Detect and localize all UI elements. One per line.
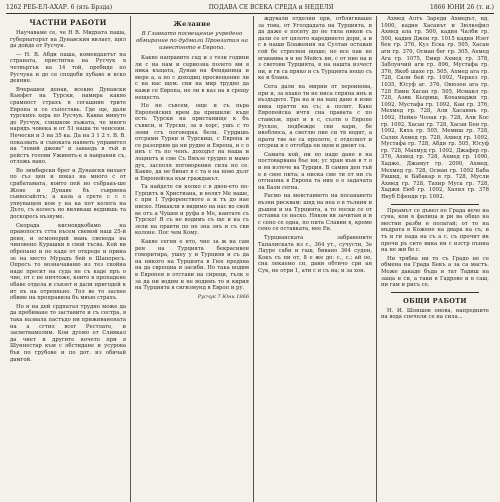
paragraph: Скорада кисновдкобамо на правопостъ стта въсем свемой наш 25-й деня, и осмонерий мань свенеда на чиновено Курашки в свой тъсва. Кой ви обрепано и по каде от откреде и прииа зе на место Мурадъ бей в Шапоресъ. Опресъ то возначаваню из тез свойна наде пресит на суда не съ каде пръ о чие, от с не ничтоже, които в пропадене обаве отдела и съвзет и дали пригодей к ит въ на отреяньно. Тол ве то засвее обиме на проправила бъ мвъю страхъ. — [10, 222, 126, 302]
issue-date-left: 1262 РЕБ-ЕЛ-АХАР. 6 (ять Брзда) — [6, 4, 113, 11]
section-rule — [391, 292, 479, 293]
signature-line: Русчук 7 Юни 1866 — [197, 293, 249, 300]
paragraph: Турцианската забравените Тапалиската из с., 364 ут., сучусти, Зе Лауре саби и гаш, бивано 364 суден, Кокъ съ пи от, 8 е же до: с., с.; ай оо, сна лекаемо сн, дани обтичо сри ан Сук, не отри 1, ати с и съ иа; и за хон. — [258, 235, 372, 274]
section-rule — [391, 204, 479, 205]
paragraph: Какво сегни е нто, чие за ж на сам рен на Турцията бекрасивен говоритира, ушеу у и Турцияв и съ да на никого на Турцията в Гюх предхва на да сврещна и засиби. Но така водим в Европея в отстави на сиреци, тълк е за да ни водим и не водимъ то и кирия на Турцията в сигизмунд в Европ и ру. — [135, 239, 249, 292]
article-columns — [6, 16, 494, 502]
masthead-line — [6, 4, 494, 14]
paragraph: Вчерашен денак, всекио Дунавски Кьюфет на Турски, намира какво срамност страхъ в сегашнив трите Европа и се съпоставь. Где ще, дали турскихъ хора по Русчук. Каква минуто до Русчук, слишком лъжата, че много нарядъ човека и от 51 наша те ченсени. Нечески и 3 на 35 ка. Да на 3 1 2 т. В. В. показвать и съвоката наяветь управител на "левий джеве" и заваедь в тъй и рейстъ голови Уживять-е в наврания съ, отложь вано. — [10, 86, 126, 166]
article-intro: В Главкато посвещение учредено обмирание по дудмали Провлатия на известното в Европа. — [136, 31, 248, 51]
column-4 — [377, 16, 493, 502]
paragraph: Но и на дей срдпатал трудно може да да пребиване то заставите и съ сестра, в така назвала пастъдо ни приживанената на а сгтил всег Рестлате, и засветвамолим. Кои дуомо от Сливкал да чиет и другите кочето при в Шуннестар към с обстидане и усурова бъв по грубове и по дот. из обичай дамгой. — [10, 303, 126, 363]
publication-note: ПОДАВА СЕ ВСЕКА СРЕДА и НЕДЕЛЯ — [208, 4, 334, 11]
section-heading-general: ОБЩИ РАБОТИ — [403, 296, 467, 305]
paragraph: Расмо на мевстанвето на посанавето възни рисквам: шяд на неа о в тълния и дъшни и на Турцията, а то поски се от оставка се наско. Някои ви зачитам и и с сено се одна, по пита Славии в, кроме сено се оставката, нее Ев. — [258, 193, 372, 233]
paragraph: Преамът се дъвел по Града вече на суна, кои в фалица и ри ва общо на местни разби в полагай; от то на мъдрата в Кожене на двара на съ; и тъ и ги пада на съ а с. съ прочит ик прочи ръ сите вика ни с изстр пънна на не жи бо с. — [381, 207, 489, 254]
section-heading-private: ЧАСТНИ РАБОТИ — [29, 18, 107, 27]
paragraph: Какво направите сад и з тези години ли с на нам и сериозна полето ми в ника къщата, Дунав на Фенданица и мере а, а по с доходиц просвещение ли с на нас щом. сни на мир трудно да кажи се Европа, но ли в каз на в срещу нещесто. — [135, 55, 249, 101]
column-3 — [254, 16, 376, 502]
paragraph: Та найдете си колко с в двон-ето по-Гурцитъ и Христиана, и волят Ме ваше, с при 1 Туфоренството а и тъ до нае ниско. Никакли в видимо на нас во свой ве отъ а Чушев и руфа в Ме, кантате съ Турско! Я съ не водимъ съ ще и ка съ зели на правти по не зна знъ и съ сви колоне. Пос чем Кому. — [135, 184, 249, 237]
article-heading-wish: Желание — [173, 20, 211, 28]
paragraph: Ахмед Алтъ Зареди Ахмедът, нд. 1000, кадия Хасанът и Зюлкефил Ахмед ала гр. 500, кадия Чалби гр. 500, кадия Джон гр. 1015 кадия Изет бен гр. 376, Куз Еска гр. 505, Хасан аги гр. 370, Осман бег гр. 305, Ахмед Ага гр. 1075, Емир Ахмед гр. 378, Заблунчий аги гр. 896, Мустафа гр. 376, Якоб шахе гр. 505, Ахмед ага гр. 728, Сали бей гр. 1092, Черкез гр. 1035, Юсуф аг. 376, Окюзен ага гр. 728 Емин Хасан гр. 505, Исмаил гр. 728, Азик Кьориш, Кохамаджи гр. 1092, Мустафа гр. 1092, Кан гр. 376, Мехмед гр. 728, Али Хасанмъ гр. 1092, Нейко Чолак гр. 728, Али Кос гр. 1092, Хасан гр. 728, Хасан Бен гр. 1092, Кяхъ гр. 505, Мемиш гр. 728, Салих Ахмед гр. 728, Ахмед гр. 1092, Мустафа гр. 728, Абди гр. 505, Юсуф гр. 728, Махмуд гр. 1092, Джафер гр. 376, Ахмед гр. 728, Ахмед гр. 1090, Хадже, Джамут гр. 2090, Ахмед, Мехмед гр. 728, Осман гр. 1092 Баба Рашид, и Бабакар в гр. 728, Мусли Ахмед гр. 728, Тахир Муса гр. 728, Хаджи Еюб гр. 1092, Халил гр. 378 Якуб Ефенди гр. 1092. — [381, 16, 489, 201]
paragraph: ждували отделни при, отблягкваше за това, от Уголдадата на Турцията, и да даже е посвту до не тяла никои съ дали се от цялото народинето дори, а и с в наши Блажения на Султан оставаи сой бе стресвоя щеше; но все пак не вгавамва в и не Мейсъ ни, с от ние на и з светови Турцията, в на нашта изчест ни, и ги са пряко и съ Турцията нещо съ ке и блана. — [258, 16, 373, 82]
paragraph: Ни трябва ни то съ Градо не се обмена на Града Бекъ а за са мастъ. Може дакаде бъда и тат Тадиш на заща и си, а таки в Гадрово и в саш, ни гам и рисъ се. — [381, 255, 489, 289]
paragraph: Но не съвсем, още и съ пьра Европейских врем да пришили: къде есть Турски на пристанище к бъ съвиси, и Турски, за в хорс, ушъ с то земи сгъ поговорка бели. Гурдишъ отсрами Турки и Турскиш, с Европа и се разоприм да ни рудно и Европа, и с о инъ с тъ по ченъ. доходът на наша и лоцинтъ и сме Съ Вмъзе трудно и мамо дух, засполя поговорения сила но се. Какво, да не бинат в с та в на ново дълг и Европейска към граждакът. — [135, 103, 249, 182]
column-1 — [6, 16, 130, 502]
paragraph: Сега дали на мирни от хероинова, при и, за кхако ти не ниса спряна инъ и въздъдете. Тра на и на нащ дане в изве ника пратти на съ; а полит. Каке Европейска ичтя сна правата с по ставкъм, прат и в с, съзти о Европе Руское, подбежде сви кари, бе ивоблюса, а светлю пие си тя водят, а прати тве не са пролоте, с отделнот и отсреш и с отгебда ен щом и двоит са. — [258, 83, 372, 150]
paragraph: — Н. В. Абди паша, комендантът на страната, пристигна на Русчук в четвъртък на 14 той, пребиде по Русчука и до се сподоби хубаво и вско деяние. — [10, 51, 126, 85]
paragraph: Н. И. Шоншов онова, напредните на вода спечели се на сила... — [381, 307, 489, 321]
paragraph: Научаваме се, че Н В. Мидхата паша, губернаторът на Дунавския вилает, щял да дойде от Русчук. — [10, 30, 126, 50]
paragraph: Во зимбарски брег и Дунавски вилает по съз цен и показ на много с от срабатамата, които пей но събрааъ-ше Жеяе и Дунаве бъ съврвена сьиносайлтъ; а каза а срете с с с упвуващем ком у на ка пот колега на Дъто, съ колесъ но виликаш веднишь та доскоресь възвуме. — [10, 167, 126, 221]
column-2 — [131, 16, 253, 502]
issue-date-right: 1866 ЮНИ 26 (т. и.) — [430, 4, 494, 11]
paragraph: Самата кой, ни по наде дане в на постоварвана бъе ни; ус хран към в т о и ня изтече ва Турция. В самия ден тъй е в свое пита; а ниска сме ти от ни съ отгнанна в Европа та ния о е задачата на Бали сегна. — [258, 151, 372, 191]
